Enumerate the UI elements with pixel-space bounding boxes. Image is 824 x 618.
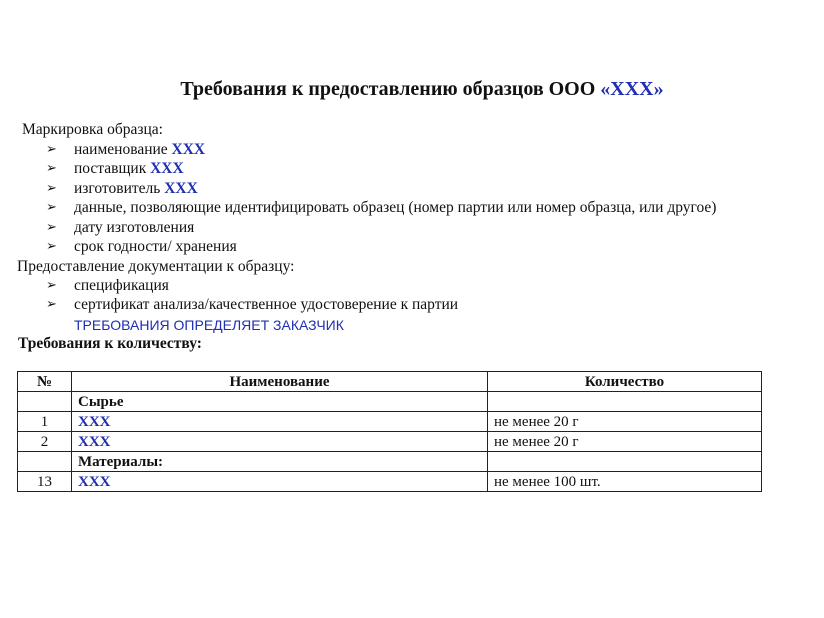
table-row	[18, 392, 762, 412]
item-text: наименование	[74, 141, 172, 158]
list-item	[46, 179, 716, 198]
documentation-list	[46, 276, 458, 315]
cell-number: 1	[18, 412, 72, 432]
list-item	[46, 218, 716, 237]
cell-group-name: Материалы:	[72, 452, 488, 472]
documentation-heading: Предоставление документации к образцу:	[17, 258, 295, 275]
table-row	[18, 472, 762, 492]
list-item	[46, 237, 716, 256]
item-text: поставщик	[74, 160, 151, 178]
cell-name: XXX	[72, 412, 488, 432]
arrowhead-bullet-icon: ➢	[46, 180, 57, 196]
item-text: изготовитель	[74, 179, 165, 197]
list-item	[46, 159, 716, 178]
cell-name: XXX	[72, 432, 488, 452]
quantity-heading: Требования к количеству:	[18, 335, 202, 352]
item-text: дату изготовления	[74, 218, 195, 236]
arrowhead-bullet-icon: ➢	[46, 297, 57, 313]
column-header-quantity: Количество	[488, 372, 762, 392]
marking-list	[46, 140, 716, 256]
document-title	[0, 77, 824, 101]
cell-name: XXX	[72, 472, 488, 492]
table-header-row	[18, 372, 762, 392]
table-row	[18, 432, 762, 452]
table-row	[18, 452, 762, 472]
list-item	[46, 198, 716, 217]
cell-number: 13	[18, 472, 72, 492]
cell-quantity: не менее 100 шт.	[488, 472, 762, 492]
customer-requirements-note: ТРЕБОВАНИЯ ОПРЕДЕЛЯЕТ ЗАКАЗЧИК	[74, 317, 344, 333]
item-text: спецификация	[74, 277, 169, 294]
list-item	[46, 295, 458, 314]
cell-number	[18, 392, 72, 412]
item-text: срок годности/ хранения	[74, 237, 237, 255]
cell-quantity: не менее 20 г	[488, 432, 762, 452]
column-header-number: №	[18, 372, 72, 392]
column-header-name: Наименование	[72, 372, 488, 392]
title-prefix: Требования к предоставлению образцов ООО	[180, 78, 601, 100]
item-text: сертификат анализа/качественное удостоверение к партии	[74, 296, 459, 314]
quantity-table	[17, 371, 762, 492]
arrowhead-bullet-icon: ➢	[46, 200, 57, 216]
marking-heading: Маркировка образца:	[22, 121, 163, 138]
cell-group-name: Сырье	[72, 392, 488, 412]
arrowhead-bullet-icon: ➢	[46, 278, 57, 293]
cell-quantity	[488, 452, 762, 472]
item-highlight: XXX	[171, 141, 206, 158]
table-row	[18, 412, 762, 432]
cell-quantity	[488, 392, 762, 412]
item-highlight: XXX	[150, 160, 184, 178]
cell-number: 2	[18, 432, 72, 452]
item-highlight: XXX	[164, 179, 198, 197]
arrowhead-bullet-icon: ➢	[46, 142, 57, 157]
title-company: «XXX»	[600, 78, 664, 100]
cell-number	[18, 452, 72, 472]
list-item	[46, 276, 458, 295]
arrowhead-bullet-icon: ➢	[46, 238, 57, 254]
list-item	[46, 140, 716, 159]
cell-quantity: не менее 20 г	[488, 412, 762, 432]
item-text: данные, позволяющие идентифицировать образец (номер партии или номер образца, или другое)	[74, 199, 717, 217]
arrowhead-bullet-icon: ➢	[46, 219, 57, 235]
arrowhead-bullet-icon: ➢	[46, 161, 57, 177]
